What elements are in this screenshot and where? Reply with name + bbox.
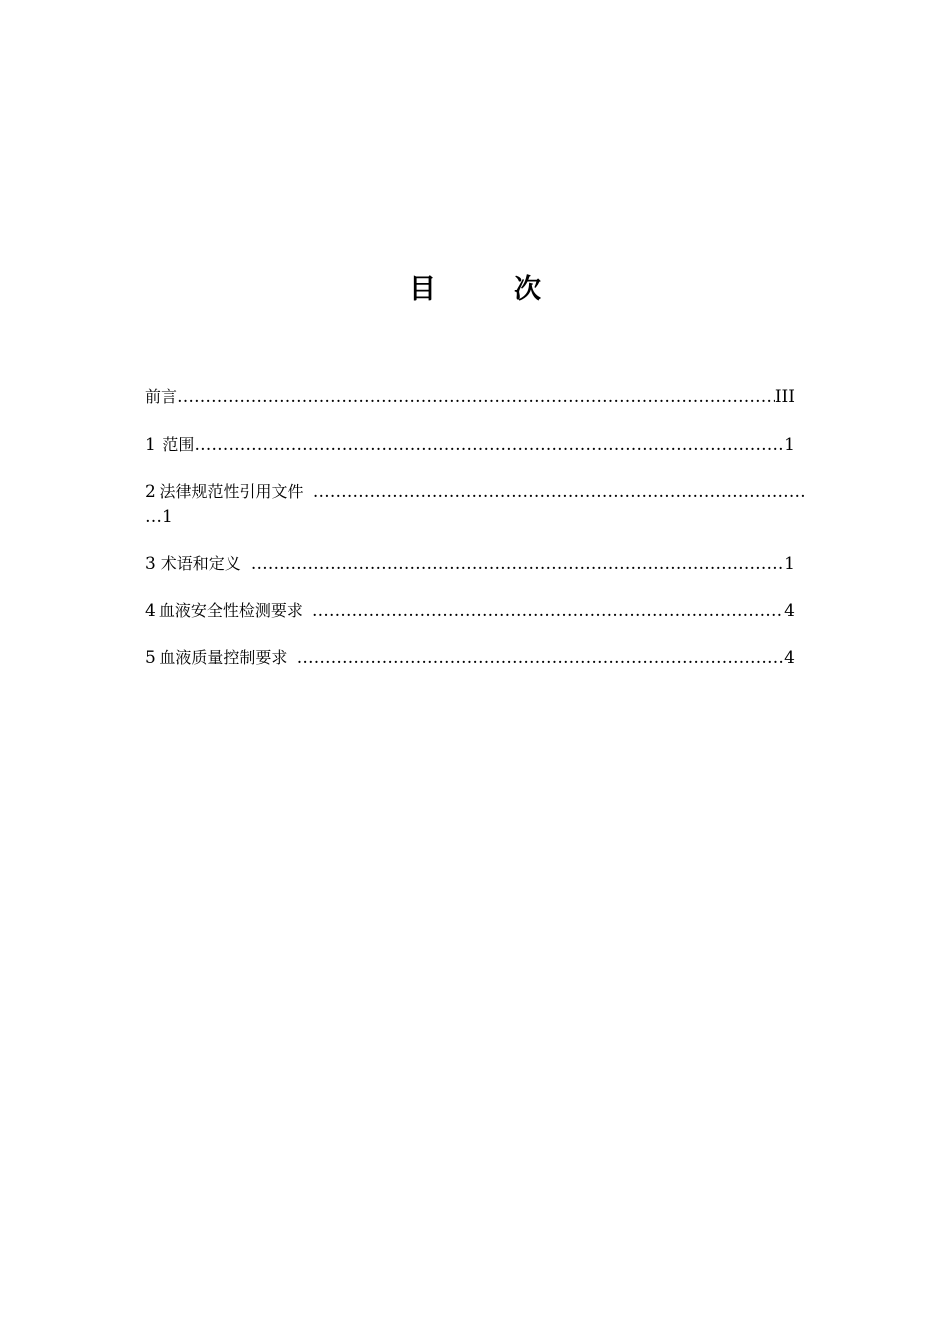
toc-entry-page: 4 <box>784 648 795 668</box>
toc-entry-label: 术语和定义 <box>160 554 241 573</box>
toc-entry-page: III <box>774 387 795 407</box>
toc-leader-dots <box>313 478 805 506</box>
toc-entry-page: 1 <box>784 554 795 574</box>
toc-entry-label: 法律规范性引用文件 <box>159 482 304 501</box>
toc-leader-dots <box>251 550 784 578</box>
toc-entry-number: 1 <box>145 435 156 455</box>
toc-entry-number: 2 <box>145 482 156 502</box>
toc-entry-scope[interactable] <box>145 431 795 459</box>
toc-leader-dots <box>297 644 785 672</box>
toc-title-left: 目 <box>409 274 436 305</box>
toc-leader-dots <box>194 431 784 459</box>
toc-entry-safety-testing[interactable] <box>145 597 795 625</box>
toc-entry-label: 血液安全性检测要求 <box>158 601 303 620</box>
toc-entry-preface[interactable] <box>145 383 795 411</box>
toc-entry-page-wrapped: …1 <box>145 507 173 527</box>
toc-entry-number: 5 <box>145 648 156 668</box>
toc-entry-page: 4 <box>784 601 795 621</box>
toc-leader-dots <box>177 383 775 411</box>
toc-entry-quality-control[interactable] <box>145 644 795 672</box>
toc-leader-dots <box>312 597 784 625</box>
toc-title <box>0 270 950 310</box>
toc-entry-label: 范围 <box>162 435 195 454</box>
toc-entry-label: 前言 <box>145 387 178 406</box>
toc-title-right: 次 <box>514 274 541 305</box>
toc-entry-page: 1 <box>784 435 795 455</box>
toc-entry-normative-references[interactable] <box>145 478 805 506</box>
toc-entry-number: 3 <box>145 554 156 574</box>
toc-entry-terms[interactable] <box>145 550 795 578</box>
toc-entry-number: 4 <box>145 601 156 621</box>
toc-entry-label: 血液质量控制要求 <box>159 648 288 667</box>
